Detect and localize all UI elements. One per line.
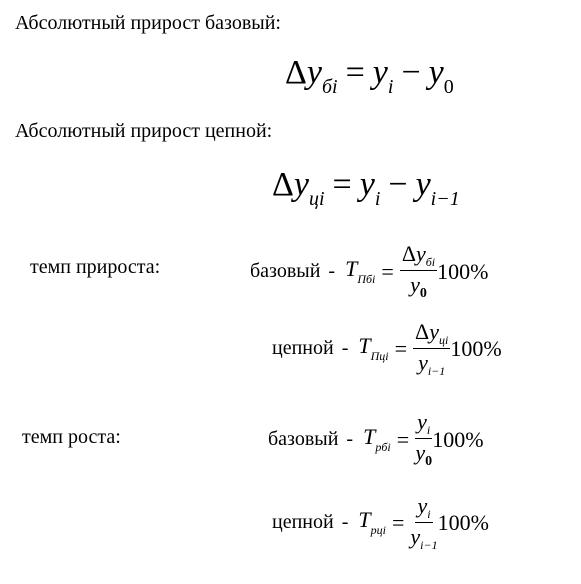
formula-word: базовый	[268, 428, 339, 451]
fraction-numerator: $y_i$	[417, 493, 431, 521]
percent-factor: 100%	[450, 335, 502, 361]
rate-symbol: $T_{рцi}$	[358, 507, 386, 538]
formula-dash: -	[341, 337, 349, 360]
minus-sign: −	[401, 54, 421, 91]
rhs-var-2: y	[415, 166, 431, 203]
rhs-var-1: y	[372, 54, 388, 91]
rate-symbol: $T_{рбi}$	[363, 424, 391, 455]
lhs-sub: бi	[321, 76, 338, 98]
fraction	[410, 494, 437, 551]
percent-factor: 100%	[437, 509, 489, 535]
fraction-denominator: $y_0$	[415, 439, 433, 469]
equals-sign: =	[391, 509, 405, 535]
growth-rate-label: темп роста:	[22, 426, 121, 448]
lhs-var: y	[306, 54, 322, 91]
rate-subscript: рбi	[375, 440, 391, 455]
formula-dash: -	[328, 260, 336, 283]
fraction-denominator: $y_{i-1}$	[410, 523, 438, 552]
percent-factor: 100%	[432, 426, 484, 452]
formula-word: цепной	[272, 337, 334, 360]
formula-word: базовый	[250, 260, 321, 283]
growth-increment-base-formula	[250, 242, 488, 301]
fraction-numerator: $\Delta y_{бi}$	[401, 241, 436, 269]
equals-sign: =	[396, 426, 410, 452]
percent-factor: 100%	[437, 258, 489, 284]
minus-sign: −	[388, 166, 408, 203]
fraction-numerator: $y_i$	[417, 409, 431, 437]
rhs-var-2: y	[428, 54, 444, 91]
formula-word: цепной	[272, 511, 334, 534]
growth-increment-label: темп прироста:	[30, 256, 161, 278]
abs-base-heading: Абсолютный прирост базовый:	[15, 12, 281, 34]
delta-symbol: Δ	[272, 166, 294, 203]
equals-sign: =	[381, 258, 394, 284]
abs-chain-formula	[272, 168, 460, 209]
rate-subscript: Пбi	[357, 272, 376, 287]
rate-subscript: рцi	[370, 523, 386, 538]
rhs-sub-1: i	[374, 188, 381, 210]
fraction-denominator: $y_{i-1}$	[418, 349, 446, 378]
rhs-sub-2: i−1	[430, 188, 460, 210]
formula-dash: -	[346, 428, 354, 451]
fraction-numerator: $\Delta y_{цi}$	[415, 319, 449, 347]
rhs-sub-1: i	[387, 76, 394, 98]
rate-symbol: $T_{Пбi}$	[345, 256, 376, 287]
fraction	[413, 320, 450, 377]
growth-increment-chain-formula	[272, 320, 502, 377]
lhs-var: y	[293, 166, 309, 203]
formula-dash: -	[341, 511, 349, 534]
equals-sign: =	[332, 166, 352, 203]
abs-chain-heading: Абсолютный прирост цепной:	[15, 120, 273, 142]
growth-rate-base-formula	[268, 410, 484, 469]
fraction	[400, 242, 437, 301]
rhs-var-1: y	[359, 166, 375, 203]
delta-symbol: Δ	[285, 54, 307, 91]
equals-sign: =	[394, 335, 408, 361]
abs-base-formula	[285, 56, 454, 97]
growth-rate-chain-formula	[272, 494, 489, 551]
rate-subscript: Пцi	[370, 349, 389, 364]
lhs-sub: цi	[308, 188, 325, 210]
rate-symbol: $T_{Пцi}$	[358, 333, 389, 364]
fraction-denominator: $y_0$	[410, 271, 427, 301]
rhs-sub-2: 0	[443, 76, 454, 98]
equals-sign: =	[345, 54, 365, 91]
fraction	[415, 410, 432, 469]
